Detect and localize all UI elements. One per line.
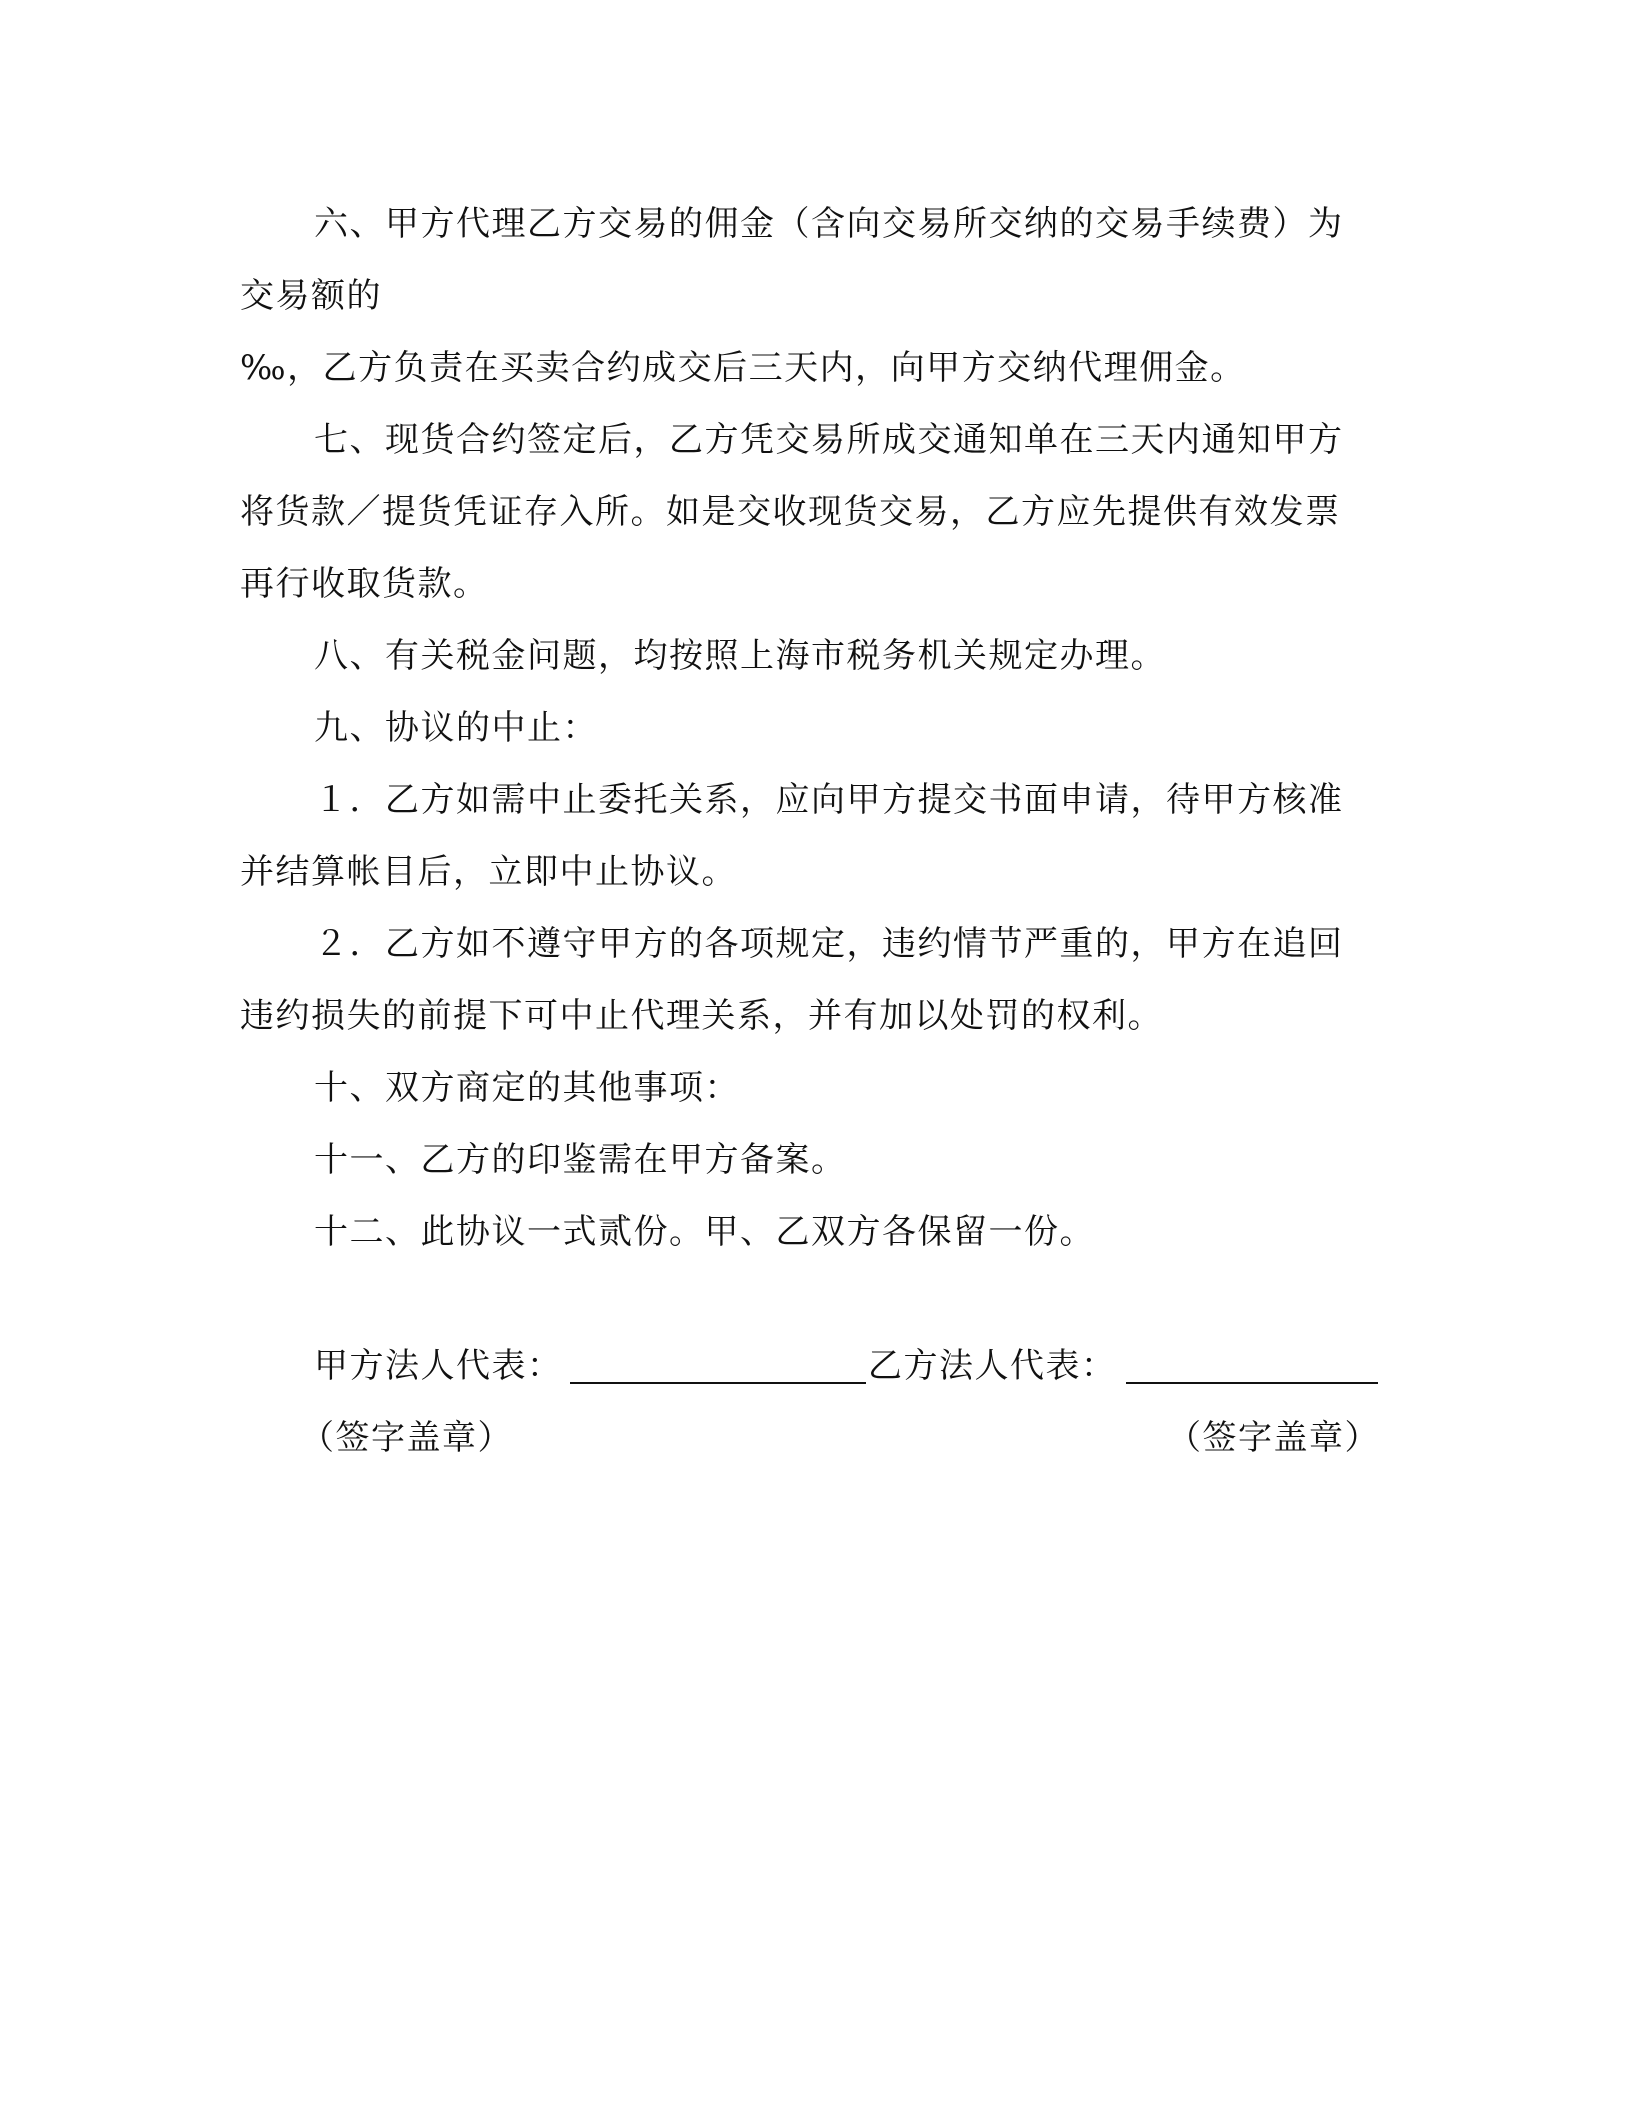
clause-6-continuation <box>240 332 1380 404</box>
agreement-body <box>240 188 1380 1268</box>
clause-6-line-3: ‰，乙方负责在买卖合约成交后三天内，向甲方交纳代理佣金。 <box>240 348 1246 388</box>
clause-6-line-2: 交易额的 <box>240 276 382 316</box>
clause-9 <box>240 692 1380 764</box>
clause-9-item-1-line-1: １．乙方如需中止委托关系，应向甲方提交书面申请，待甲方核准 <box>314 780 1344 820</box>
signature-row <box>240 1336 1380 1396</box>
clause-12-line-1: 十二、此协议一式贰份。甲、乙双方各保留一份。 <box>314 1212 1095 1252</box>
party-a-signature-line <box>570 1382 866 1384</box>
clause-8 <box>240 620 1380 692</box>
clause-9-item-2-line-2: 违约损失的前提下可中止代理关系，并有加以处罚的权利。 <box>240 996 1163 1036</box>
party-b-representative-label: 乙方法人代表： <box>868 1346 1117 1386</box>
clause-8-line-1: 八、有关税金问题，均按照上海市税务机关规定办理。 <box>314 636 1166 676</box>
stamp-row <box>240 1408 1380 1468</box>
clause-10-line-1: 十、双方商定的其他事项： <box>314 1068 740 1108</box>
party-a-representative-label: 甲方法人代表： <box>314 1346 563 1386</box>
clause-9-item-1-line-2: 并结算帐目后，立即中止协议。 <box>240 852 737 892</box>
clause-6 <box>240 188 1380 332</box>
clause-12 <box>240 1196 1380 1268</box>
clause-9-item-2-line-1: ２．乙方如不遵守甲方的各项规定，违约情节严重的，甲方在追回 <box>314 924 1344 964</box>
party-b-stamp-note: （签字盖章） <box>1167 1418 1380 1458</box>
clause-11-line-1: 十一、乙方的印鉴需在甲方备案。 <box>314 1140 847 1180</box>
clause-7-line-1: 七、现货合约签定后，乙方凭交易所成交通知单在三天内通知甲方 <box>314 420 1344 460</box>
clause-10 <box>240 1052 1380 1124</box>
clause-7 <box>240 404 1380 620</box>
clause-6-line-1: 六、甲方代理乙方交易的佣金（含向交易所交纳的交易手续费）为 <box>314 204 1344 244</box>
clause-9-item-1 <box>240 764 1380 908</box>
party-b-signature-line <box>1126 1382 1378 1384</box>
clause-7-line-3: 再行收取货款。 <box>240 564 489 604</box>
clause-9-line-1: 九、协议的中止： <box>314 708 598 748</box>
clause-7-line-2: 将货款／提货凭证存入所。如是交收现货交易，乙方应先提供有效发票 <box>240 492 1341 532</box>
clause-11 <box>240 1124 1380 1196</box>
party-a-stamp-note: （签字盖章） <box>300 1418 513 1458</box>
clause-9-item-2 <box>240 908 1380 1052</box>
